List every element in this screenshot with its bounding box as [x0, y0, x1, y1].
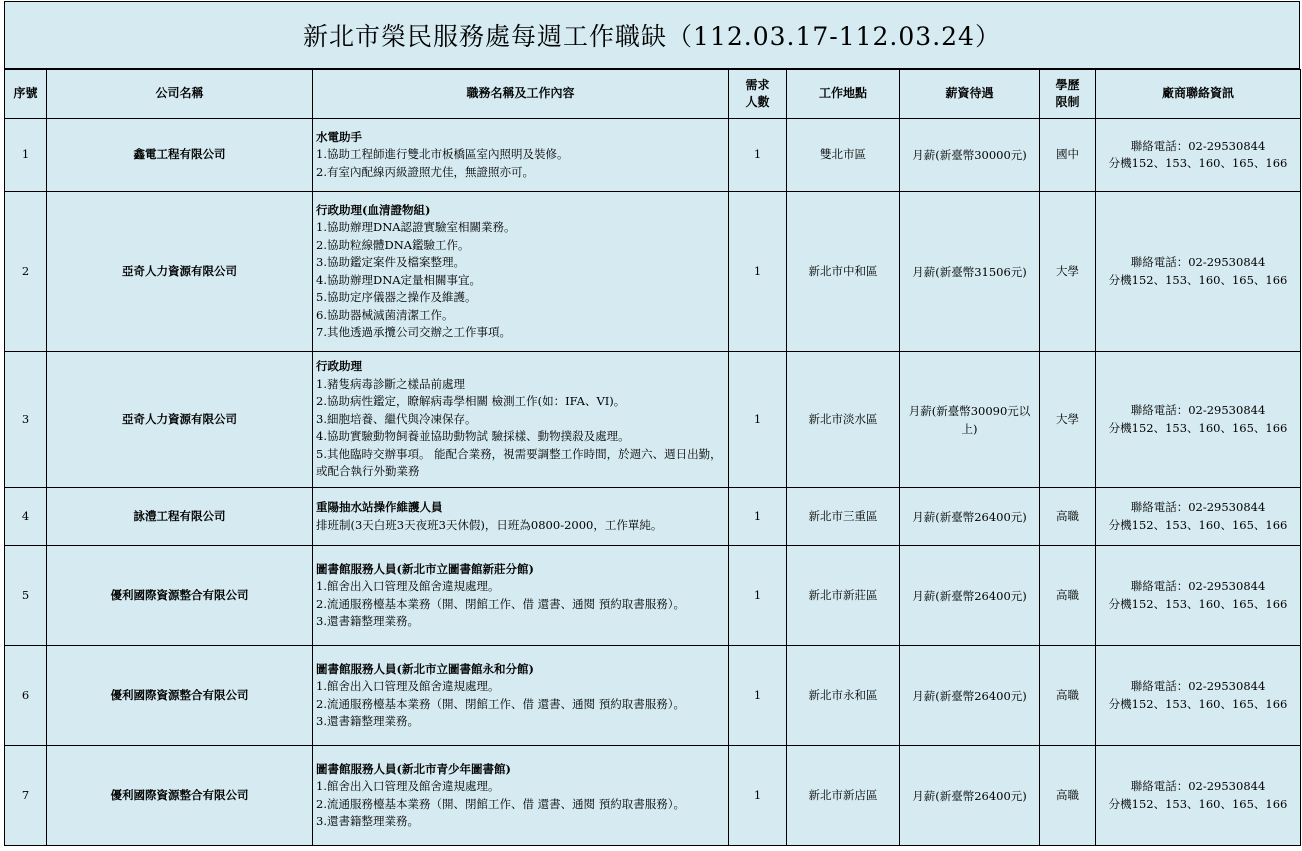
company-name: 優利國際資源整合有限公司	[47, 546, 313, 646]
education-requirement: 高職	[1040, 746, 1096, 846]
job-duty: 2.有室內配線丙級證照尤佳，無證照亦可。	[316, 164, 534, 179]
contact-info	[1096, 646, 1301, 746]
contact-info	[1096, 488, 1301, 546]
salary: 月薪(新臺幣30090元以上)	[900, 352, 1040, 488]
work-location: 新北市中和區	[787, 192, 900, 352]
contact-info	[1096, 746, 1301, 846]
contact-phone: 聯絡電話：02-29530844	[1130, 500, 1266, 514]
job-duty: 3.還書籍整理業務。	[316, 614, 419, 628]
work-location: 新北市永和區	[787, 646, 900, 746]
header-count-line1: 需求	[745, 77, 770, 92]
job-description	[313, 746, 729, 846]
job-title: 圖書館服務人員(新北市立圖書館新莊分館)	[316, 561, 534, 576]
salary: 月薪(新臺幣26400元)	[900, 488, 1040, 546]
work-location: 新北市淡水區	[787, 352, 900, 488]
job-title: 圖書館服務人員(新北市青少年圖書館)	[316, 761, 511, 776]
job-duty: 1.協助工程師進行雙北市板橋區室內照明及裝修。	[316, 147, 569, 162]
contact-extensions: 分機152、153、160、165、166	[1108, 420, 1288, 435]
contact-extensions: 分機152、153、160、165、166	[1108, 596, 1288, 611]
header-contact: 廠商聯絡資訊	[1096, 70, 1301, 119]
headcount: 1	[729, 488, 787, 546]
row-number: 5	[5, 546, 47, 646]
header-company: 公司名稱	[47, 70, 313, 119]
job-description	[313, 646, 729, 746]
job-description	[313, 352, 729, 488]
contact-info	[1096, 192, 1301, 352]
contact-phone: 聯絡電話：02-29530844	[1130, 579, 1266, 593]
job-title: 圖書館服務人員(新北市立圖書館永和分館)	[316, 661, 534, 676]
salary: 月薪(新臺幣30000元)	[900, 119, 1040, 192]
headcount: 1	[729, 546, 787, 646]
job-duty: 3.還書籍整理業務。	[316, 814, 419, 828]
job-title: 水電助手	[316, 129, 362, 144]
job-title: 重陽抽水站操作維護人員	[316, 500, 443, 514]
job-duty: 1.館舍出入口管理及館舍違規處理。	[316, 679, 500, 693]
job-duty: 7.其他透過承攬公司交辦之工作事項。	[316, 325, 511, 339]
table-row	[5, 488, 1301, 546]
header-no: 序號	[5, 70, 47, 119]
header-count	[729, 70, 787, 119]
contact-phone: 聯絡電話：02-29530844	[1130, 403, 1266, 417]
job-title: 行政助理	[316, 359, 362, 374]
row-number: 1	[5, 119, 47, 192]
contact-phone: 聯絡電話：02-29530844	[1130, 255, 1266, 269]
salary: 月薪(新臺幣26400元)	[900, 746, 1040, 846]
page-title: 新北市榮民服務處每週工作職缺（112.03.17-112.03.24）	[4, 1, 1300, 69]
job-duty: 5.其他臨時交辦事項。 能配合業務，視需要調整工作時間，於週六、週日出勤，或配合執行外勤業務	[316, 446, 722, 479]
job-duty: 6.協助器械滅菌清潔工作。	[316, 307, 454, 322]
header-salary: 薪資待遇	[900, 70, 1040, 119]
education-requirement: 高職	[1040, 646, 1096, 746]
table-row	[5, 746, 1301, 846]
contact-extensions: 分機152、153、160、165、166	[1108, 696, 1288, 711]
job-duty: 4.協助實驗動物飼養並協助動物試 驗採樣、動物撲殺及處理。	[316, 429, 630, 444]
row-number: 2	[5, 192, 47, 352]
company-name: 優利國際資源整合有限公司	[47, 746, 313, 846]
header-edu	[1040, 70, 1096, 119]
job-title: 行政助理(血清證物組)	[316, 202, 431, 217]
job-duty: 2.協助粒線體DNA鑑驗工作。	[316, 237, 470, 252]
job-duty: 2.流通服務檯基本業務（開、閉館工作、借 還書、通閱 預約取書服務）。	[316, 796, 686, 811]
headcount: 1	[729, 119, 787, 192]
contact-extensions: 分機152、153、160、165、166	[1108, 796, 1288, 811]
education-requirement: 大學	[1040, 192, 1096, 352]
headcount: 1	[729, 746, 787, 846]
job-description	[313, 546, 729, 646]
contact-phone: 聯絡電話：02-29530844	[1130, 679, 1266, 693]
company-name: 鑫電工程有限公司	[47, 119, 313, 192]
contact-extensions: 分機152、153、160、165、166	[1108, 517, 1288, 532]
salary: 月薪(新臺幣26400元)	[900, 546, 1040, 646]
work-location: 雙北市區	[787, 119, 900, 192]
table-row	[5, 192, 1301, 352]
job-description	[313, 192, 729, 352]
job-duty: 排班制(3天白班3天夜班3天休假)，日班為0800-2000，工作單純。	[316, 517, 663, 532]
job-duty: 2.流通服務檯基本業務（開、閉館工作、借 還書、通閱 預約取書服務）。	[316, 596, 686, 611]
table-row	[5, 119, 1301, 192]
company-name: 亞奇人力資源有限公司	[47, 352, 313, 488]
headcount: 1	[729, 192, 787, 352]
job-duty: 3.協助鑑定案件及檔案整理。	[316, 255, 465, 269]
table-row	[5, 646, 1301, 746]
row-number: 7	[5, 746, 47, 846]
headcount: 1	[729, 646, 787, 746]
job-duty: 2.流通服務檯基本業務（開、閉館工作、借 還書、通閱 預約取書服務）。	[316, 696, 686, 711]
company-name: 詠澧工程有限公司	[47, 488, 313, 546]
row-number: 6	[5, 646, 47, 746]
education-requirement: 國中	[1040, 119, 1096, 192]
education-requirement: 高職	[1040, 546, 1096, 646]
contact-info	[1096, 119, 1301, 192]
table-header-row	[5, 70, 1301, 119]
job-listing-sheet	[4, 1, 1300, 846]
education-requirement: 大學	[1040, 352, 1096, 488]
contact-extensions: 分機152、153、160、165、166	[1108, 272, 1288, 287]
row-number: 3	[5, 352, 47, 488]
salary: 月薪(新臺幣31506元)	[900, 192, 1040, 352]
header-location: 工作地點	[787, 70, 900, 119]
job-duty: 1.豬隻病毒診斷之樣品前處理	[316, 376, 465, 391]
job-duty: 3.細胞培養、繼代與冷凍保存。	[316, 411, 477, 426]
job-duty: 1.協助辦理DNA認證實驗室相關業務。	[316, 220, 516, 234]
header-count-line2: 人數	[745, 95, 770, 109]
work-location: 新北市三重區	[787, 488, 900, 546]
header-edu-line2: 限制	[1055, 95, 1080, 109]
row-number: 4	[5, 488, 47, 546]
contact-extensions: 分機152、153、160、165、166	[1108, 156, 1288, 170]
table-row	[5, 546, 1301, 646]
education-requirement: 高職	[1040, 488, 1096, 546]
job-duty: 3.還書籍整理業務。	[316, 714, 419, 728]
company-name: 優利國際資源整合有限公司	[47, 646, 313, 746]
job-duty: 4.協助辦理DNA定量相關事宜。	[316, 272, 482, 287]
job-description	[313, 119, 729, 192]
salary: 月薪(新臺幣26400元)	[900, 646, 1040, 746]
work-location: 新北市新店區	[787, 746, 900, 846]
contact-phone: 聯絡電話：02-29530844	[1130, 779, 1266, 793]
job-duty: 1.館舍出入口管理及館舍違規處理。	[316, 779, 500, 793]
headcount: 1	[729, 352, 787, 488]
contact-phone: 聯絡電話：02-29530844	[1130, 138, 1266, 153]
company-name: 亞奇人力資源有限公司	[47, 192, 313, 352]
contact-info	[1096, 352, 1301, 488]
table-row	[5, 352, 1301, 488]
job-table	[4, 69, 1301, 846]
contact-info	[1096, 546, 1301, 646]
header-job: 職務名稱及工作內容	[313, 70, 729, 119]
job-duty: 2.協助病性鑑定，瞭解病毒學相關 檢測工作(如：IFA、VI)。	[316, 394, 626, 409]
job-duty: 1.館舍出入口管理及館舍違規處理。	[316, 579, 500, 593]
header-edu-line1: 學歷	[1055, 77, 1080, 92]
job-duty: 5.協助定序儀器之操作及維護。	[316, 290, 477, 304]
work-location: 新北市新莊區	[787, 546, 900, 646]
job-description	[313, 488, 729, 546]
